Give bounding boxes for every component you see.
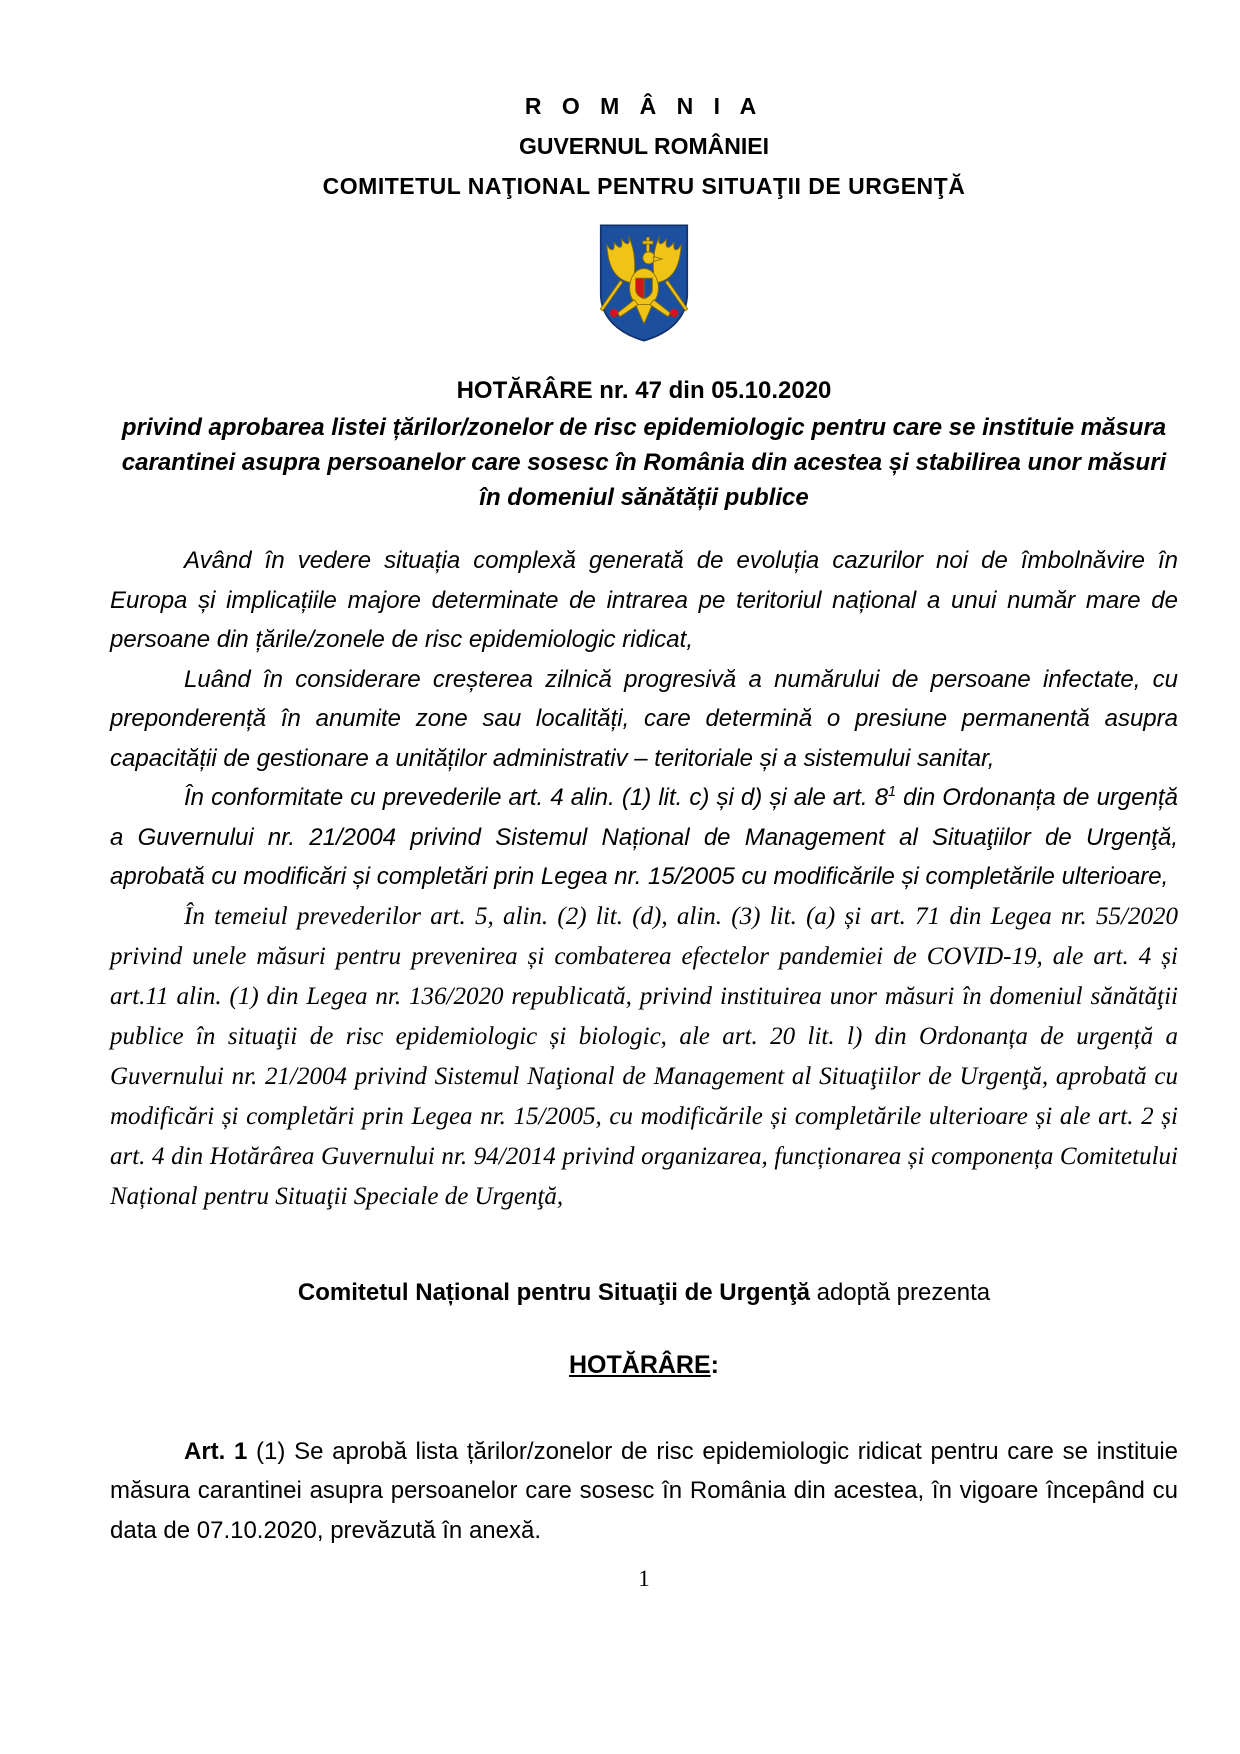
romania-coat-of-arms-icon xyxy=(596,222,692,344)
paragraph-considering: Luând în considerare creșterea zilnică progresivă a numărului de persoane infectate, cu preponderență în anumite zone sau localități, care determină o presiune permanentă asupra capacității de gestionare a unităților administrativ – teritoriale și a sistemului sanitar, xyxy=(110,665,1178,772)
eagle-cross-bar xyxy=(643,241,653,244)
footnote-superscript: 1 xyxy=(888,784,897,800)
header-government: GUVERNUL ROMÂNIEI xyxy=(518,133,770,159)
decision-heading-colon: : xyxy=(710,1350,719,1379)
decision-heading-word: HOTĂRÂRE xyxy=(569,1350,711,1379)
eagle-head xyxy=(643,252,655,264)
paragraph-conformity xyxy=(110,778,1178,897)
conformity-text-start: În conformitate cu prevederile art. 4 alin. (1) lit. c) și d) și ale art. 8 xyxy=(184,784,889,811)
paragraph-article-1 xyxy=(110,1432,1178,1551)
adoption-line xyxy=(110,1279,1178,1307)
document-content xyxy=(110,86,1178,1592)
document-header xyxy=(110,86,1178,206)
conformity-text-end: din Ordonanța de urgență a Guvernului nr. 21/2004 privind Sistemul Național de Management al Situaţiilor de Urgenţă, aprobată cu modificări și completări prin Legea nr. 15/2005 cu modificările și completările ulterioare, xyxy=(110,784,1178,890)
emblem-inner-shield xyxy=(636,278,653,298)
decision-title: HOTĂRÂRE nr. 47 din 05.10.2020 xyxy=(456,377,832,404)
decision-subtitle: privind aprobarea listei țărilor/zonelor de risc epidemiologic pentru care se instituie măsura carantinei asupra persoanelor care sosesc în România din acestea și stabilirea unor măsuri în domeniul sănătății publice xyxy=(121,414,1167,511)
paragraph-legal-basis: În temeiul prevederilor art. 5, alin. (2) lit. (d), alin. (3) lit. (a) și art. 71 din Legea nr. 55/2020 privind unele măsuri pentru prevenirea și combaterea efectelor pandemiei de COVID-19, ale art. 4 și art.11 alin. (1) din Legea nr. 136/2020 republicată, privind instituirea unor măsuri în domeniul sănătăţii publice în situaţii de risc epidemiologic și biologic, ale art. 20 lit. l) din Ordonanța de urgență a Guvernului nr. 21/2004 privind Sistemul Naţional de Management al Situaţiilor de Urgenţă, aprobată cu modificări și completări prin Legea nr. 15/2005, cu modificările și completările ulterioare și ale art. 2 și art. 4 din Hotărârea Guvernului nr. 94/2014 privind organizarea, funcționarea și componența Comitetului Național pentru Situaţii Speciale de Urgenţă, xyxy=(110,902,1178,1210)
header-committee: COMITETUL NAŢIONAL PENTRU SITUAŢII DE URGENŢĂ xyxy=(322,173,966,199)
orb-right xyxy=(670,309,678,317)
eagle-cross xyxy=(646,237,649,251)
paragraph-having: Având în vedere situația complexă generată de evoluția cazurilor noi de îmbolnăvire în Europa și implicațiile majore determinate de intrarea pe teritoriul național a unui număr mare de persoane din țările/zonele de risc epidemiologic ridicat, xyxy=(110,547,1178,653)
article-1-label: Art. 1 xyxy=(184,1437,248,1465)
decision-heading xyxy=(110,1351,1178,1380)
orb-left xyxy=(610,309,618,317)
article-1-text: (1) Se aprobă lista țărilor/zonelor de risc epidemiologic ridicat pentru care se instituie măsura carantinei asupra persoanelor care sosesc în România din acestea, în vigoare începând cu data de 07.10.2020, prevăzută în anexă. xyxy=(110,1437,1178,1544)
adoption-committee-name: Comitetul Național pentru Situaţii de Urgenţă xyxy=(297,1278,810,1306)
adoption-verb: adoptă prezenta xyxy=(809,1278,991,1306)
header-country: R O M Â N I A xyxy=(524,93,764,119)
page-number: 1 xyxy=(638,1566,650,1591)
